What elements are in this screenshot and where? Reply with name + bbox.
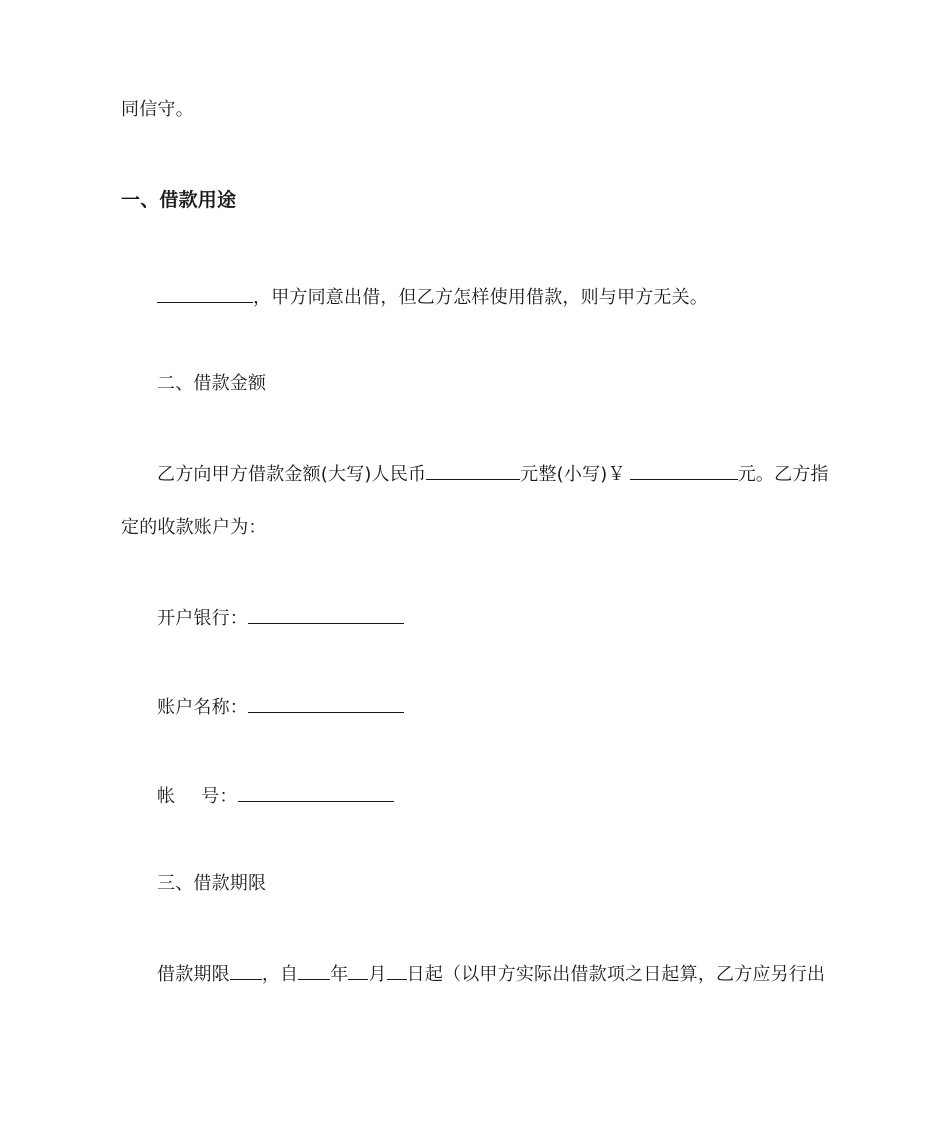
purpose-paragraph bbox=[157, 284, 708, 310]
purpose-text: ，甲方同意出借，但乙方怎样使用借款，则与甲方无关。 bbox=[253, 287, 708, 308]
section-heading-purpose bbox=[121, 188, 236, 212]
account-number-line bbox=[157, 783, 394, 809]
term-text-4: 月 bbox=[368, 964, 387, 985]
account-name-blank bbox=[248, 694, 404, 713]
term-text-2: ，自 bbox=[261, 964, 299, 985]
bank-line bbox=[157, 605, 404, 631]
account-number-blank bbox=[238, 783, 394, 802]
continuation-text: 同信守。 bbox=[121, 99, 194, 120]
amount-number-blank bbox=[630, 461, 738, 480]
account-number-label-b: 号： bbox=[201, 786, 238, 807]
term-text-1: 借款期限 bbox=[157, 964, 230, 985]
amount-capital-blank bbox=[426, 461, 520, 480]
term-paragraph bbox=[157, 961, 825, 987]
account-name-label: 账户名称： bbox=[157, 697, 248, 718]
section-heading-text: 二、借款金额 bbox=[157, 373, 267, 394]
section-heading-amount bbox=[157, 372, 266, 396]
amount-continuation-text: 定的收款账户为： bbox=[121, 517, 267, 538]
amount-paragraph-continuation bbox=[121, 516, 267, 540]
section-heading-term bbox=[157, 872, 266, 896]
amount-text-3: 元。乙方指 bbox=[737, 464, 829, 485]
purpose-blank bbox=[157, 284, 253, 303]
bank-blank bbox=[248, 605, 404, 624]
amount-text-1: 乙方向甲方借款金额(大写)人民币 bbox=[157, 464, 427, 485]
term-duration-blank bbox=[230, 961, 262, 980]
section-heading-text: 三、借款期限 bbox=[157, 873, 267, 894]
term-text-3: 年 bbox=[330, 964, 349, 985]
amount-text-2: 元整(小写)￥ bbox=[520, 464, 626, 485]
bank-label: 开户银行： bbox=[157, 608, 248, 629]
account-number-label-a: 帐 bbox=[157, 786, 176, 807]
term-day-blank bbox=[387, 961, 407, 980]
term-text-5: 日起（以甲方实际出借款项之日起算，乙方应另行出 bbox=[406, 964, 826, 985]
paragraph-continuation bbox=[121, 98, 194, 122]
amount-paragraph bbox=[157, 461, 829, 487]
account-name-line bbox=[157, 694, 404, 720]
section-heading-text: 一、借款用途 bbox=[121, 189, 237, 211]
term-year-blank bbox=[298, 961, 330, 980]
term-month-blank bbox=[348, 961, 368, 980]
